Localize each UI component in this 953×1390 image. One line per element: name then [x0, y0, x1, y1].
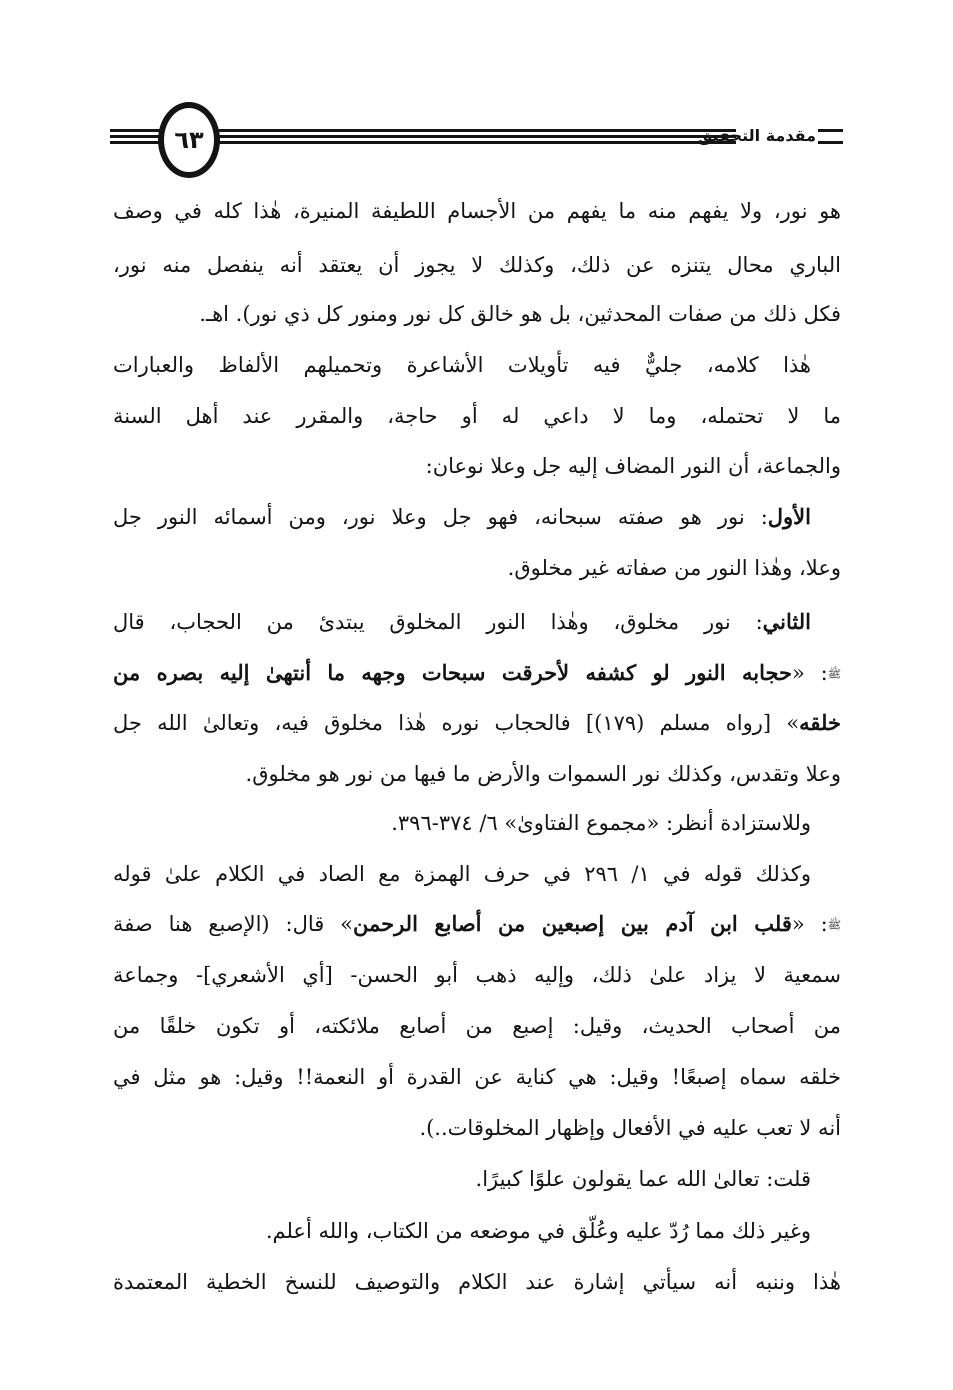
term-first: الأول — [767, 504, 811, 529]
page-number: ٦٣ — [158, 102, 220, 178]
header-rule — [110, 135, 160, 138]
text-line: خلقه سماه إصبعًا! وقيل: هي كناية عن القدرة أو النعمة!! وقيل: هو مثل في — [113, 1065, 841, 1089]
text-line: ما لا تحتمله، وما لا داعي له أو حاجة، والمقرر عند أهل السنة — [113, 404, 841, 428]
text-line: سمعية لا يزاد علىٰ ذلك، وإليه ذهب أبو الحسن- [أي الأشعري]- وجماعة — [113, 963, 841, 987]
text-line: وغير ذلك مما رُدّ عليه وعُلّق في موضعه من الكتاب، والله أعلم. — [265, 1219, 811, 1243]
text-line: هٰذا كلامه، جليٌّ فيه تأويلات الأشاعرة وتحميلهم الألفاظ والعبارات — [113, 353, 811, 377]
text-line: فكل ذلك من صفات المحدثين، بل هو خالق كل نور ومنور كل ذي نور). اهـ. — [199, 302, 841, 326]
header-rule — [110, 129, 160, 132]
header-rule — [214, 135, 736, 138]
header-title: مقدمة التحقيق — [698, 126, 816, 145]
hadith-quote: خلقه — [799, 710, 841, 735]
header-rule — [818, 129, 843, 132]
header-rule — [818, 141, 843, 144]
text-line: هو نور، ولا يفهم منه ما يفهم من الأجسام اللطيفة المنيرة، هٰذا كله في وصف — [113, 199, 841, 223]
hadith-quote: قلب ابن آدم بين إصبعين من أصابع الرحمن — [352, 911, 792, 936]
text-line: قلت: تعالىٰ الله عما يقولون علوًا كبيرًا. — [475, 1167, 811, 1191]
text-line: خلقه» [رواه مسلم (١٧٩)] فالحجاب نوره هٰذا مخلوق فيه، وتعالىٰ الله جل — [113, 710, 841, 735]
text-line: وعلا وتقدس، وكذلك نور السموات والأرض ما فيها من نور هو مخلوق. — [245, 762, 841, 786]
salawat-symbol: ﷺ — [827, 918, 841, 932]
text-line: الباري محال يتنزه عن ذلك، وكذلك لا يجوز أن يعتقد أنه ينفصل منه نور، — [113, 253, 841, 277]
header-rule — [214, 129, 736, 132]
header-rule — [110, 141, 160, 144]
text-line: والجماعة، أن النور المضاف إليه جل وعلا نوعان: — [425, 454, 841, 478]
term-second: الثاني — [762, 609, 811, 634]
text-line: ﷺ: «قلب ابن آدم بين إصبعين من أصابع الرحمن» قال: (الإصبع هنا صفة — [113, 911, 841, 936]
salawat-symbol: ﷺ — [827, 667, 841, 681]
text-line: وعلا، وهٰذا النور من صفاته غير مخلوق. — [507, 556, 841, 580]
text-line: وكذلك قوله في ١/ ٢٩٦ في حرف الهمزة مع الصاد في الكلام علىٰ قوله — [113, 862, 811, 886]
text-line: الأول: نور هو صفته سبحانه، فهو جل وعلا نور، ومن أسمائه النور جل — [113, 504, 811, 529]
text-line: وللاستزادة أنظر: «مجموع الفتاوىٰ» ٦/ ٣٧٤-٣٩٦. — [391, 811, 811, 835]
text-line: أنه لا تعب عليه في الأفعال وإظهار المخلوقات..). — [419, 1116, 841, 1140]
text-line: الثاني: نور مخلوق، وهٰذا النور المخلوق يبتدئ من الحجاب، قال — [113, 609, 811, 634]
text-line: هٰذا وننبه أنه سيأتي إشارة عند الكلام والتوصيف للنسخ الخطية المعتمدة — [113, 1270, 841, 1294]
hadith-quote: حجابه النور لو كشفه لأحرقت سبحات وجهه ما أنتهىٰ إليه بصره من — [113, 660, 793, 685]
running-header — [110, 98, 843, 180]
text-line: ﷺ: «حجابه النور لو كشفه لأحرقت سبحات وجهه ما أنتهىٰ إليه بصره من — [113, 660, 841, 685]
header-rule — [214, 141, 736, 144]
text-line: من أصحاب الحديث، وقيل: إصبع من أصابع ملائكته، أو تكون خلقًا من — [113, 1014, 841, 1038]
